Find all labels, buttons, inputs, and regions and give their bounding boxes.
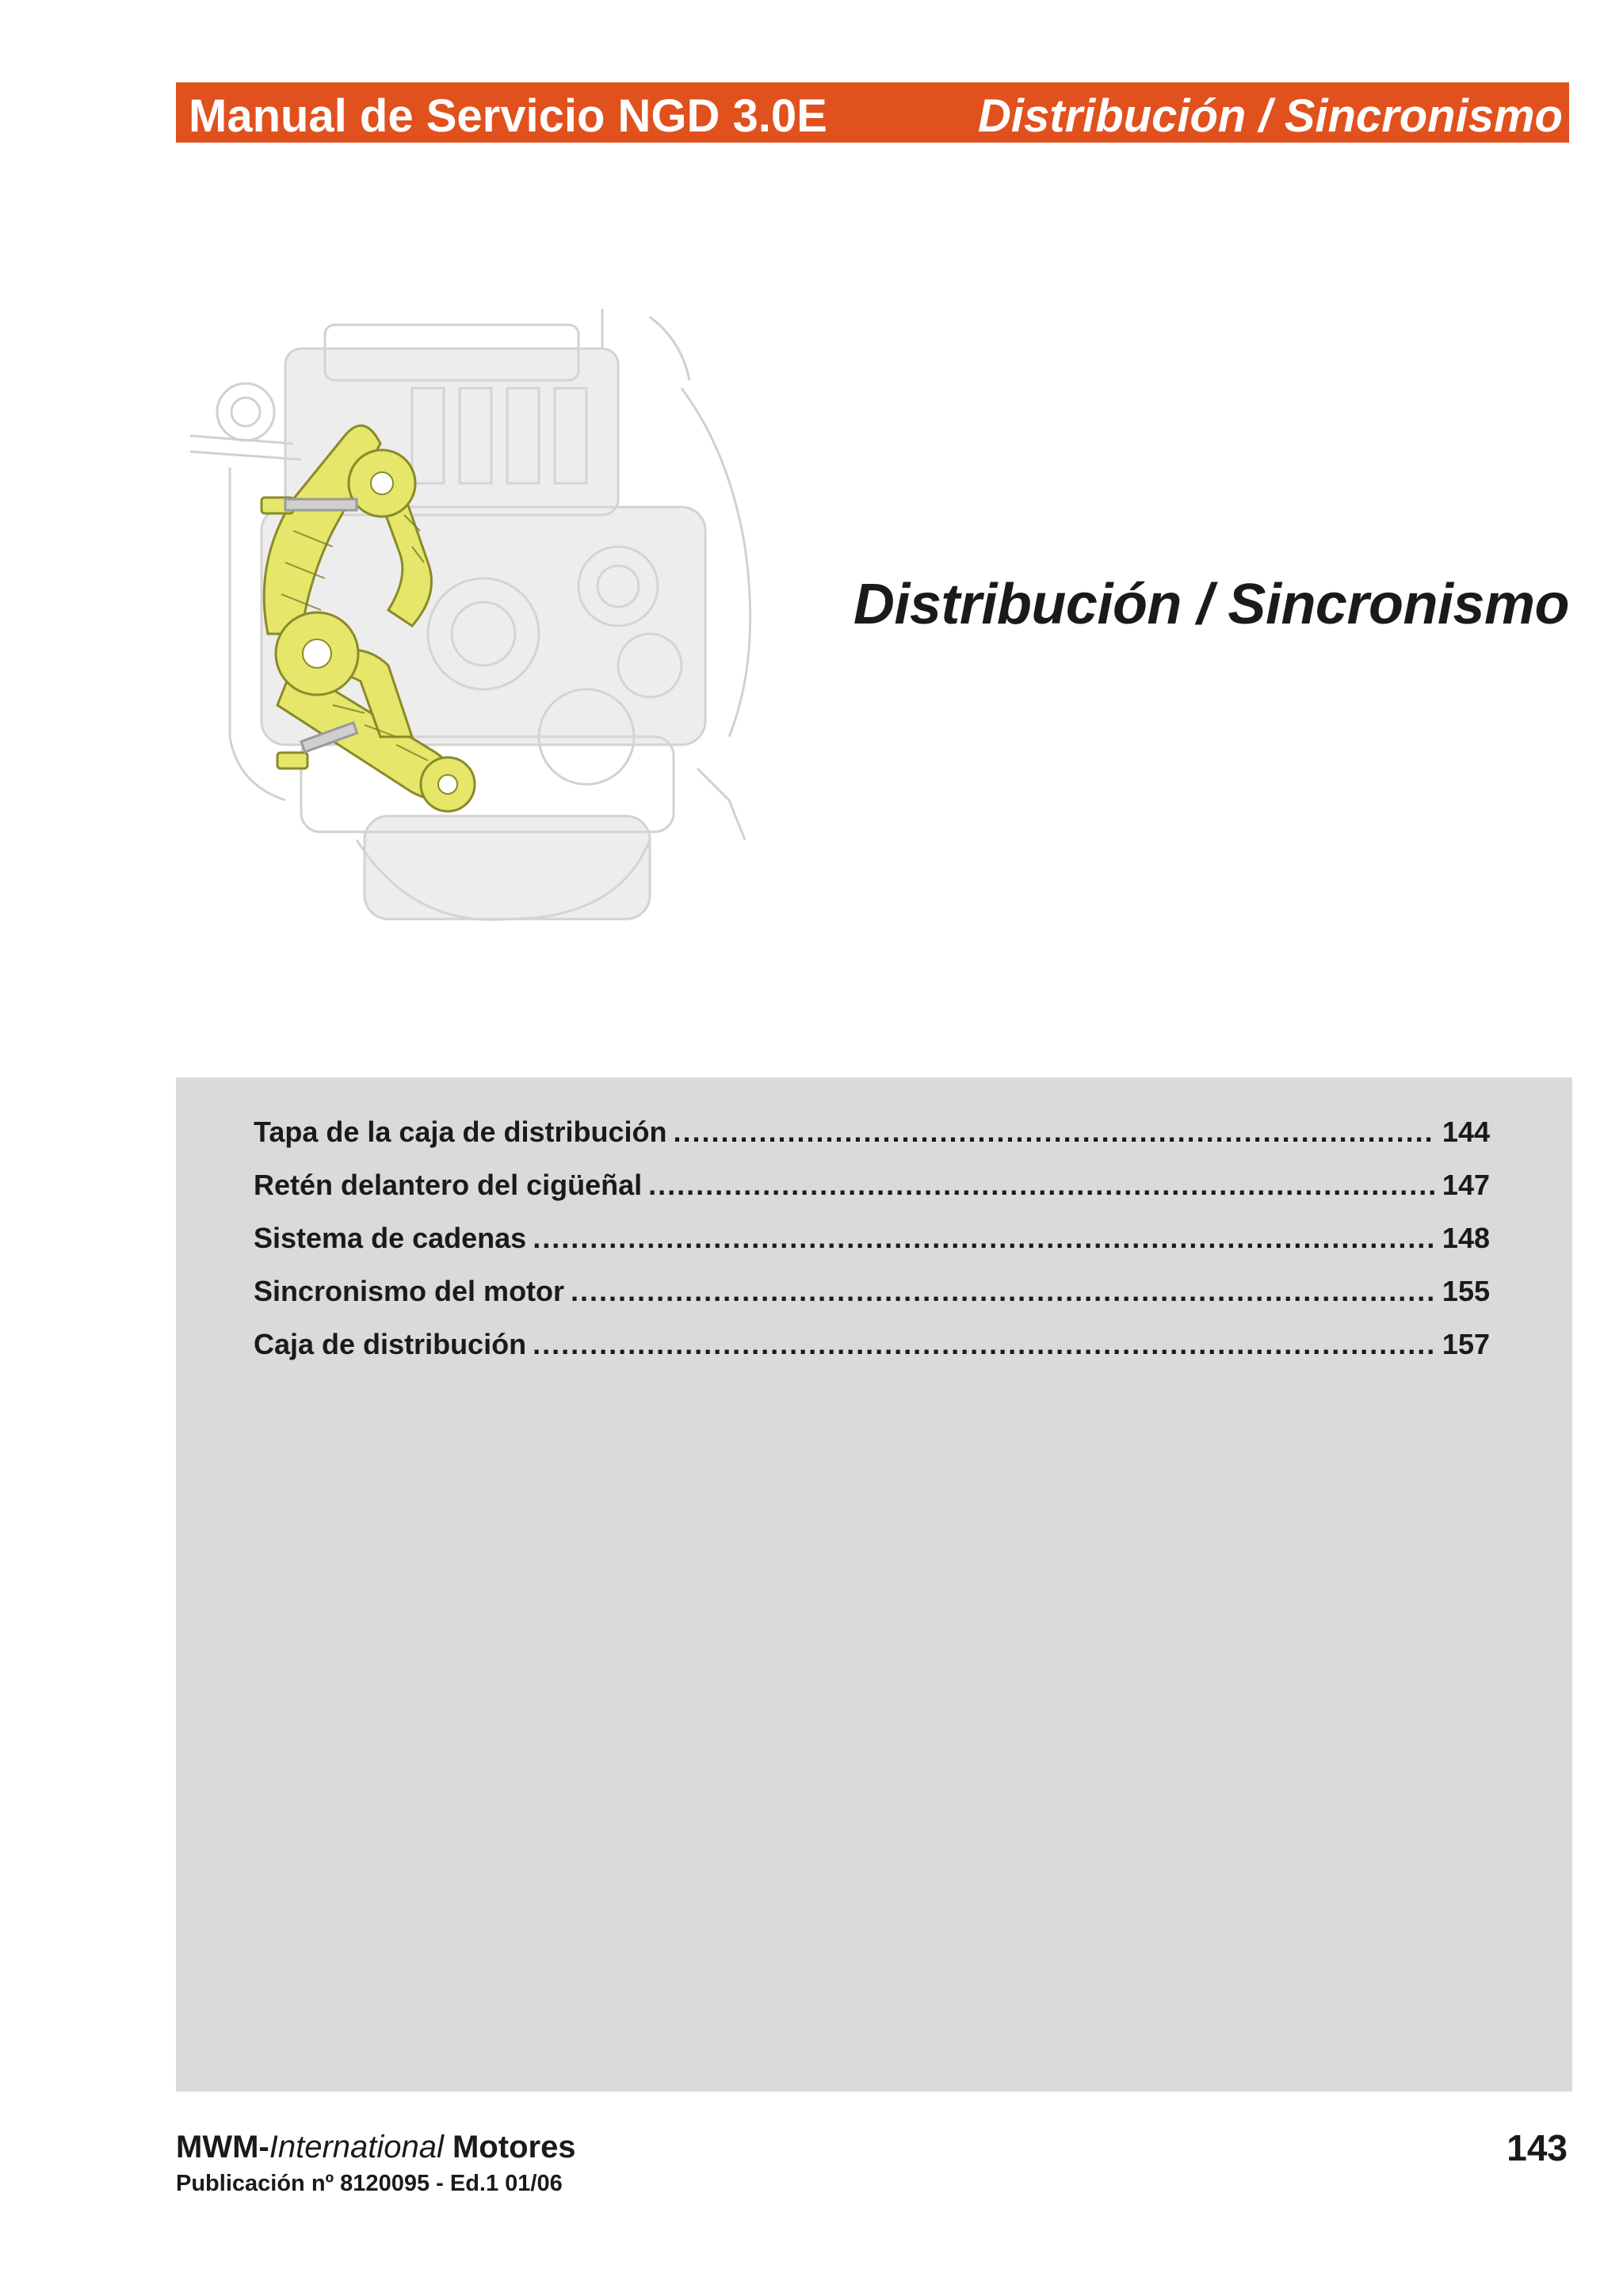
engine-timing-chain-icon	[174, 293, 800, 951]
toc-dot-leader	[533, 1328, 1434, 1361]
toc-entry-label: Sistema de cadenas	[254, 1222, 527, 1254]
toc-entry-page: 148	[1442, 1222, 1490, 1254]
toc-entry[interactable]	[254, 1116, 1490, 1169]
toc-entry-page: 155	[1442, 1275, 1490, 1307]
toc-entry-label: Sincronismo del motor	[254, 1275, 565, 1307]
toc-entry-label: Caja de distribución	[254, 1328, 527, 1360]
brand-suffix: Motores	[443, 2130, 576, 2164]
header-bar	[176, 82, 1569, 143]
toc-dot-leader	[571, 1275, 1434, 1308]
toc-entry[interactable]	[254, 1328, 1490, 1381]
manual-title: Manual de Servicio NGD 3.0E	[189, 90, 827, 142]
toc-entry-label: Retén delantero del cigüeñal	[254, 1169, 643, 1201]
toc-entry[interactable]	[254, 1275, 1490, 1328]
toc-entry-page: 147	[1442, 1169, 1490, 1201]
toc-dot-leader	[673, 1116, 1434, 1149]
toc-entry-page: 144	[1442, 1116, 1490, 1148]
footer-brand	[176, 2130, 576, 2165]
toc-entry[interactable]	[254, 1169, 1490, 1222]
page-number: 143	[1507, 2127, 1568, 2168]
table-of-contents	[176, 1077, 1572, 2092]
publication-info: Publicación nº 8120095 - Ed.1 01/06	[176, 2171, 563, 2196]
toc-dot-leader	[533, 1222, 1434, 1255]
header-section-title: Distribución / Sincronismo	[978, 90, 1563, 142]
toc-dot-leader	[648, 1169, 1434, 1202]
toc-entry-page: 157	[1442, 1328, 1490, 1360]
toc-entry[interactable]	[254, 1222, 1490, 1275]
toc-entry-label: Tapa de la caja de distribución	[254, 1116, 667, 1148]
brand-italic: International	[269, 2130, 444, 2164]
toc-list	[254, 1116, 1490, 1381]
chapter-title: Distribución / Sincronismo	[853, 573, 1569, 636]
brand-prefix: MWM-	[176, 2130, 269, 2164]
